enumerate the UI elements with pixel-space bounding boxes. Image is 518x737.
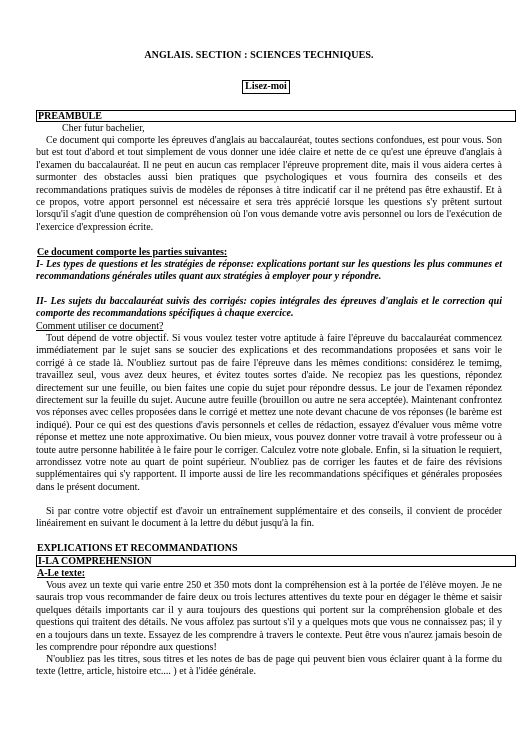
lisez-moi-box: Lisez-moi (242, 80, 290, 94)
usage-paragraph: Tout dépend de votre objectif. Si vous voulez tester votre aptitude à faire l'épreuve du baccalauréat commencez immédiatement par le sujet sans se soucier des explications et des recommandations proposées et sans voir le corrigé à ce stade là. N'oubliez surtout pas de faire l'épreuve dans les mêmes conditions: considérez le temimg, travaillez seul, vous avez deux heures, et évitez toutes sortes d'aide. Ne recopiez pas les questions, répondez directement sur une feuille, ou bien faites une copie du sujet pour répondre dessus. Le jour de l'examen répondez directement sur la feuille du sujet. Aucune autre feuille (brouillon ou autre ne sera acceptée). Maintenant confrontez vos réponses avec celles proposées dans le corrigé et mettez une note devant chacune de vos réponses (le barème est indiqué). Pour ce qui est des questions d'avis personnels et celles de rédaction, essayez d'évaluer vous même votre réponse et mettez une note approximative. Ou bien mieux, vous pouvez donner votre travail à votre professeur ou à toute autre personne habilitée à le faire pour le corriger. Calculez votre note globale. Enfin, si la situation le requiert, arrondissez votre note au quart de point supérieur. N'oubliez pas de corriger les fautes et de faire des révisions supplémentaires qui s'y rapportent. Il importe aussi de lire les recommandations spécifiques et générales proposées dans le présent document. (36, 333, 502, 493)
text-paragraph: Vous avez un texte qui varie entre 250 et 350 mots dont la compréhension est à la portée de l'élève moyen. Je ne saurais trop vous recommander de faire deux ou trois lectures attentives du texte pour en dégager le thème et saisir quelques détails importants car il y aura toujours des questions qui portent sur la compréhension globale et des questions qui traitent des détails. Ne vous affolez pas surtout s'il y a quelques mots que vous ne connaissez pas; il y en a toujours dans un texte. Essayez de les comprendre à travers le contexte. Peut être vous n'aurez jamais besoin de les comprendre pour répondre aux questions! (36, 580, 502, 654)
titles-paragraph: N'oubliez pas les titres, sous titres et les notes de bas de page qui peuvent bien vous éclairer quant à la forme du texte (lettre, article, histoire etc.... ) et à l'idée générale. (36, 654, 502, 678)
part-one-description: I- Les types de questions et les stratégies de réponse: explications portant sur les questions les plus communes et recommandations générales utiles quant aux stratégies à employer pour y répondre. (36, 259, 502, 283)
explanations-heading: EXPLICATIONS ET RECOMMANDATIONS (37, 543, 238, 554)
comprehension-heading: I-LA COMPREHENSION (36, 555, 516, 567)
preambule-heading: PREAMBULE (36, 110, 516, 122)
usage-paragraph-2: Si par contre votre objectif est d'avoir un entraînement supplémentaire et des conseils, il convient de procéder linéairement en suivant le document à la lettre du début jusqu'à la fin. (36, 506, 502, 530)
text-subheading: A-Le texte: (37, 568, 86, 579)
usage-heading: Comment utiliser ce document? (36, 321, 164, 332)
part-two-description: II- Les sujets du baccalauréat suivis des corrigés: copies intégrales des épreuves d'anglais et le correction qui comporte des recommandations spécifiques à chaque exercice. (36, 296, 502, 320)
contents-heading: Ce document comporte les parties suivantes: (37, 247, 228, 258)
preambule-paragraph: Ce document qui comporte les épreuves d'anglais au baccalauréat, toutes sections confondues, est pour vous. Son but est tout d'abord et tout simplement de vous donner une idée claire et nette de ce qu'est une épreuve d'anglais à l'examen du baccalauréat. Il ne peut en aucun cas remplacer l'épreuve proprement dite, mais il vous aidera certes à surmonter des obstacles aussi bien pratiques que psychologiques et vous fournira des conseils et des recommandations pratiques suivis de modèles de réponses à titre indicatif car il ne prétend pas être exhaustif. Et à ce propos, votre apport personnel est nécessaire et sera très apprécié lorsque les questions s'y prêtent surtout lorsqu'il s'agit d'une question de compréhension où l'on vous demande votre avis personnel ou lors de l'exécution de l'exercice d'expression écrite. (36, 135, 502, 233)
salutation: Cher futur bachelier, (62, 123, 145, 134)
document-title: ANGLAIS. SECTION : SCIENCES TECHNIQUES. (144, 50, 374, 61)
